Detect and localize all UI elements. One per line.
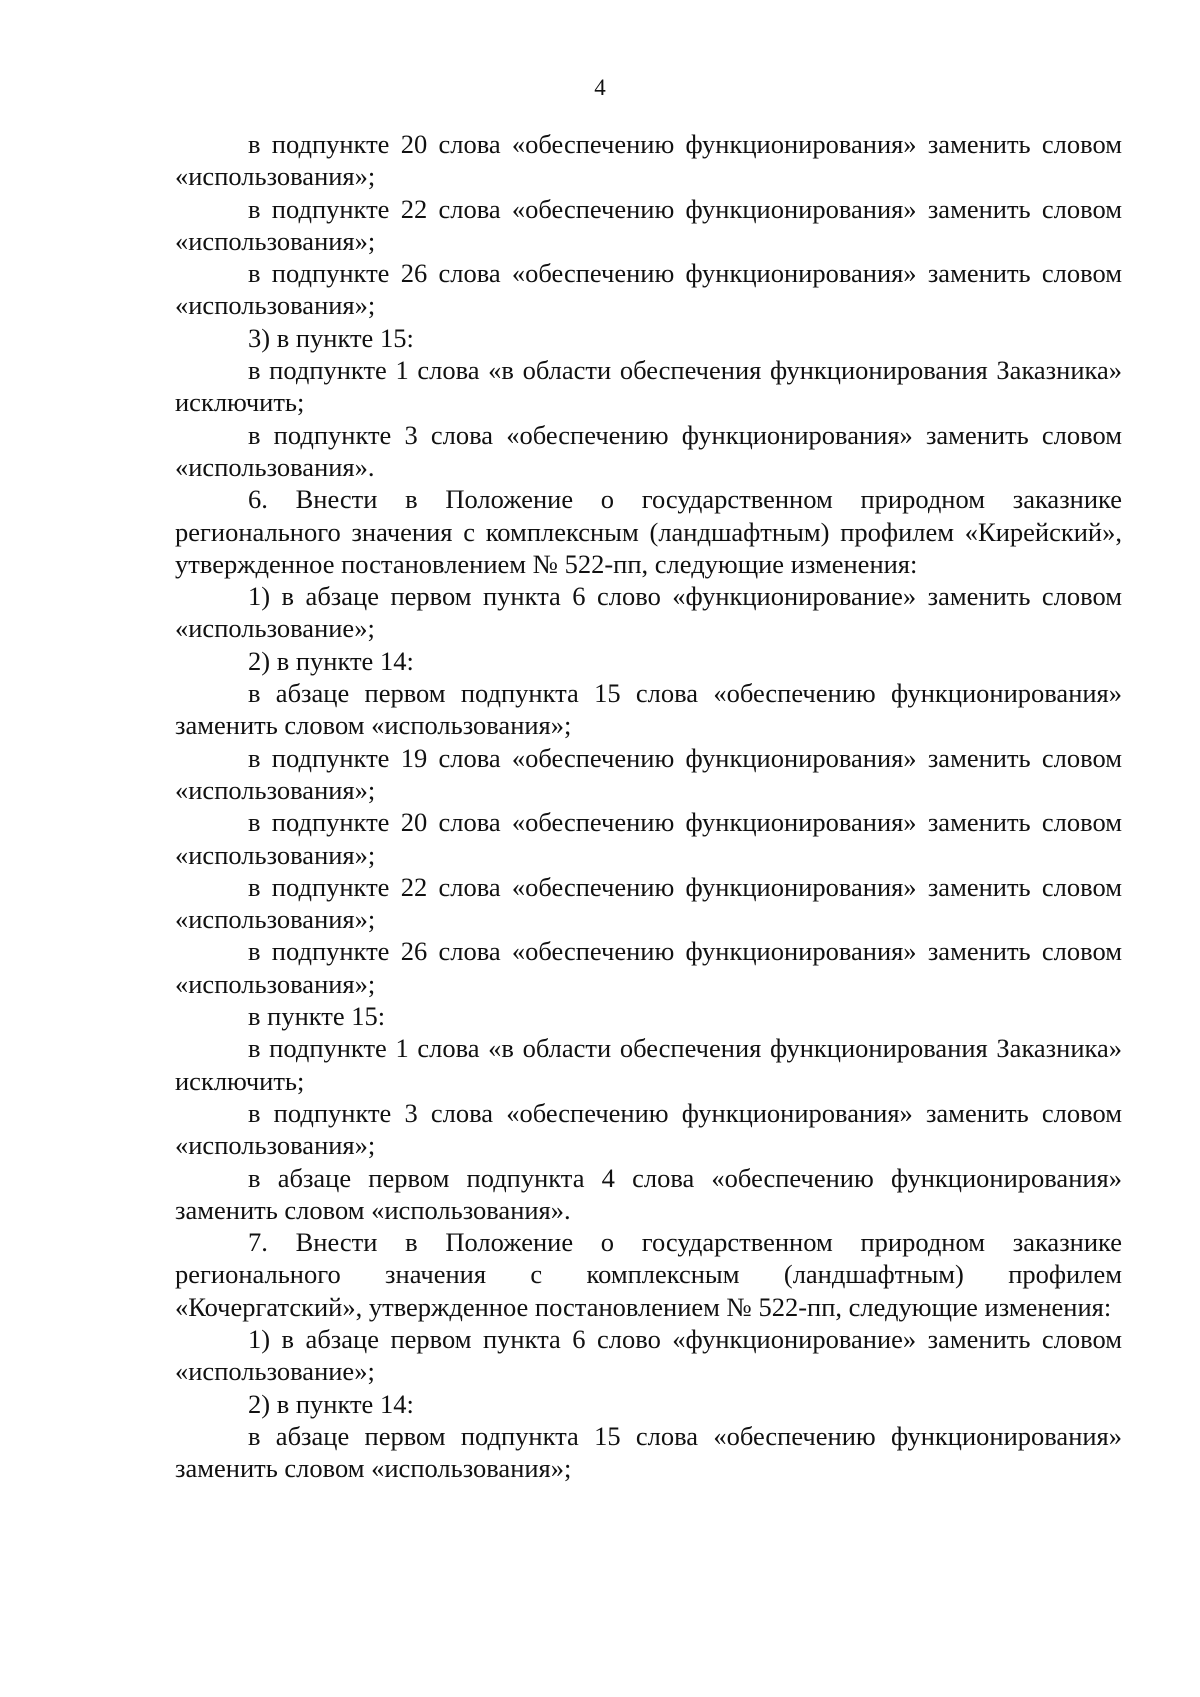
paragraph: в подпункте 3 слова «обеспечению функционирования» заменить словом «использования»; xyxy=(175,1097,1122,1161)
paragraph: в подпункте 20 слова «обеспечению функционирования» заменить словом «использования»; xyxy=(175,807,1122,870)
paragraph: 1) в абзаце первом пункта 6 слово «функционирование» заменить словом «использование»; xyxy=(175,581,1122,644)
page-number: 4 xyxy=(594,75,606,100)
paragraph: в подпункте 22 слова «обеспечению функционирования» заменить словом «использования»; xyxy=(175,193,1122,256)
paragraph: в подпункте 20 слова «обеспечению функционирования» заменить словом «использования»; xyxy=(175,129,1122,192)
paragraph: в подпункте 22 слова «обеспечению функционирования» заменить словом «использования»; xyxy=(175,871,1122,935)
paragraph: 1) в абзаце первом пункта 6 слово «функционирование» заменить словом «использование»; xyxy=(175,1323,1122,1387)
document-body xyxy=(175,128,1122,1484)
paragraph: 2) в пункте 14: xyxy=(248,645,414,676)
paragraph: в абзаце первом подпункта 4 слова «обеспечению функционирования» заменить словом «использования». xyxy=(175,1162,1122,1225)
paragraph: 3) в пункте 15: xyxy=(248,322,414,353)
paragraph: в подпункте 19 слова «обеспечению функционирования» заменить словом «использования»; xyxy=(175,742,1122,805)
paragraph: в абзаце первом подпункта 15 слова «обеспечению функционирования» заменить словом «использования»; xyxy=(175,1420,1122,1484)
paragraph: 2) в пункте 14: xyxy=(248,1388,414,1419)
paragraph: в подпункте 26 слова «обеспечению функционирования» заменить словом «использования»; xyxy=(175,258,1122,321)
paragraph: 7. Внести в Положение о государственном природном заказнике регионального значения с комплексным (ландшафтным) профилем «Кочергатский», утвержденное постановлением № 522-пп, следующие изменения: xyxy=(175,1227,1122,1322)
paragraph: в абзаце первом подпункта 15 слова «обеспечению функционирования» заменить словом «использования»; xyxy=(175,678,1122,741)
paragraph: 6. Внести в Положение о государственном природном заказнике регионального значения с комплексным (ландшафтным) профилем «Кирейский», утвержденное постановлением № 522-пп, следующие изменения: xyxy=(175,484,1122,579)
paragraph: в подпункте 26 слова «обеспечению функционирования» заменить словом «использования»; xyxy=(175,936,1122,999)
paragraph: в подпункте 1 слова «в области обеспечения функционирования Заказника» исключить; xyxy=(175,1033,1122,1096)
paragraph: в подпункте 1 слова «в области обеспечения функционирования Заказника» исключить; xyxy=(175,355,1122,418)
paragraph: в подпункте 3 слова «обеспечению функционирования» заменить словом «использования». xyxy=(175,419,1122,482)
paragraph: в пункте 15: xyxy=(248,1001,386,1032)
